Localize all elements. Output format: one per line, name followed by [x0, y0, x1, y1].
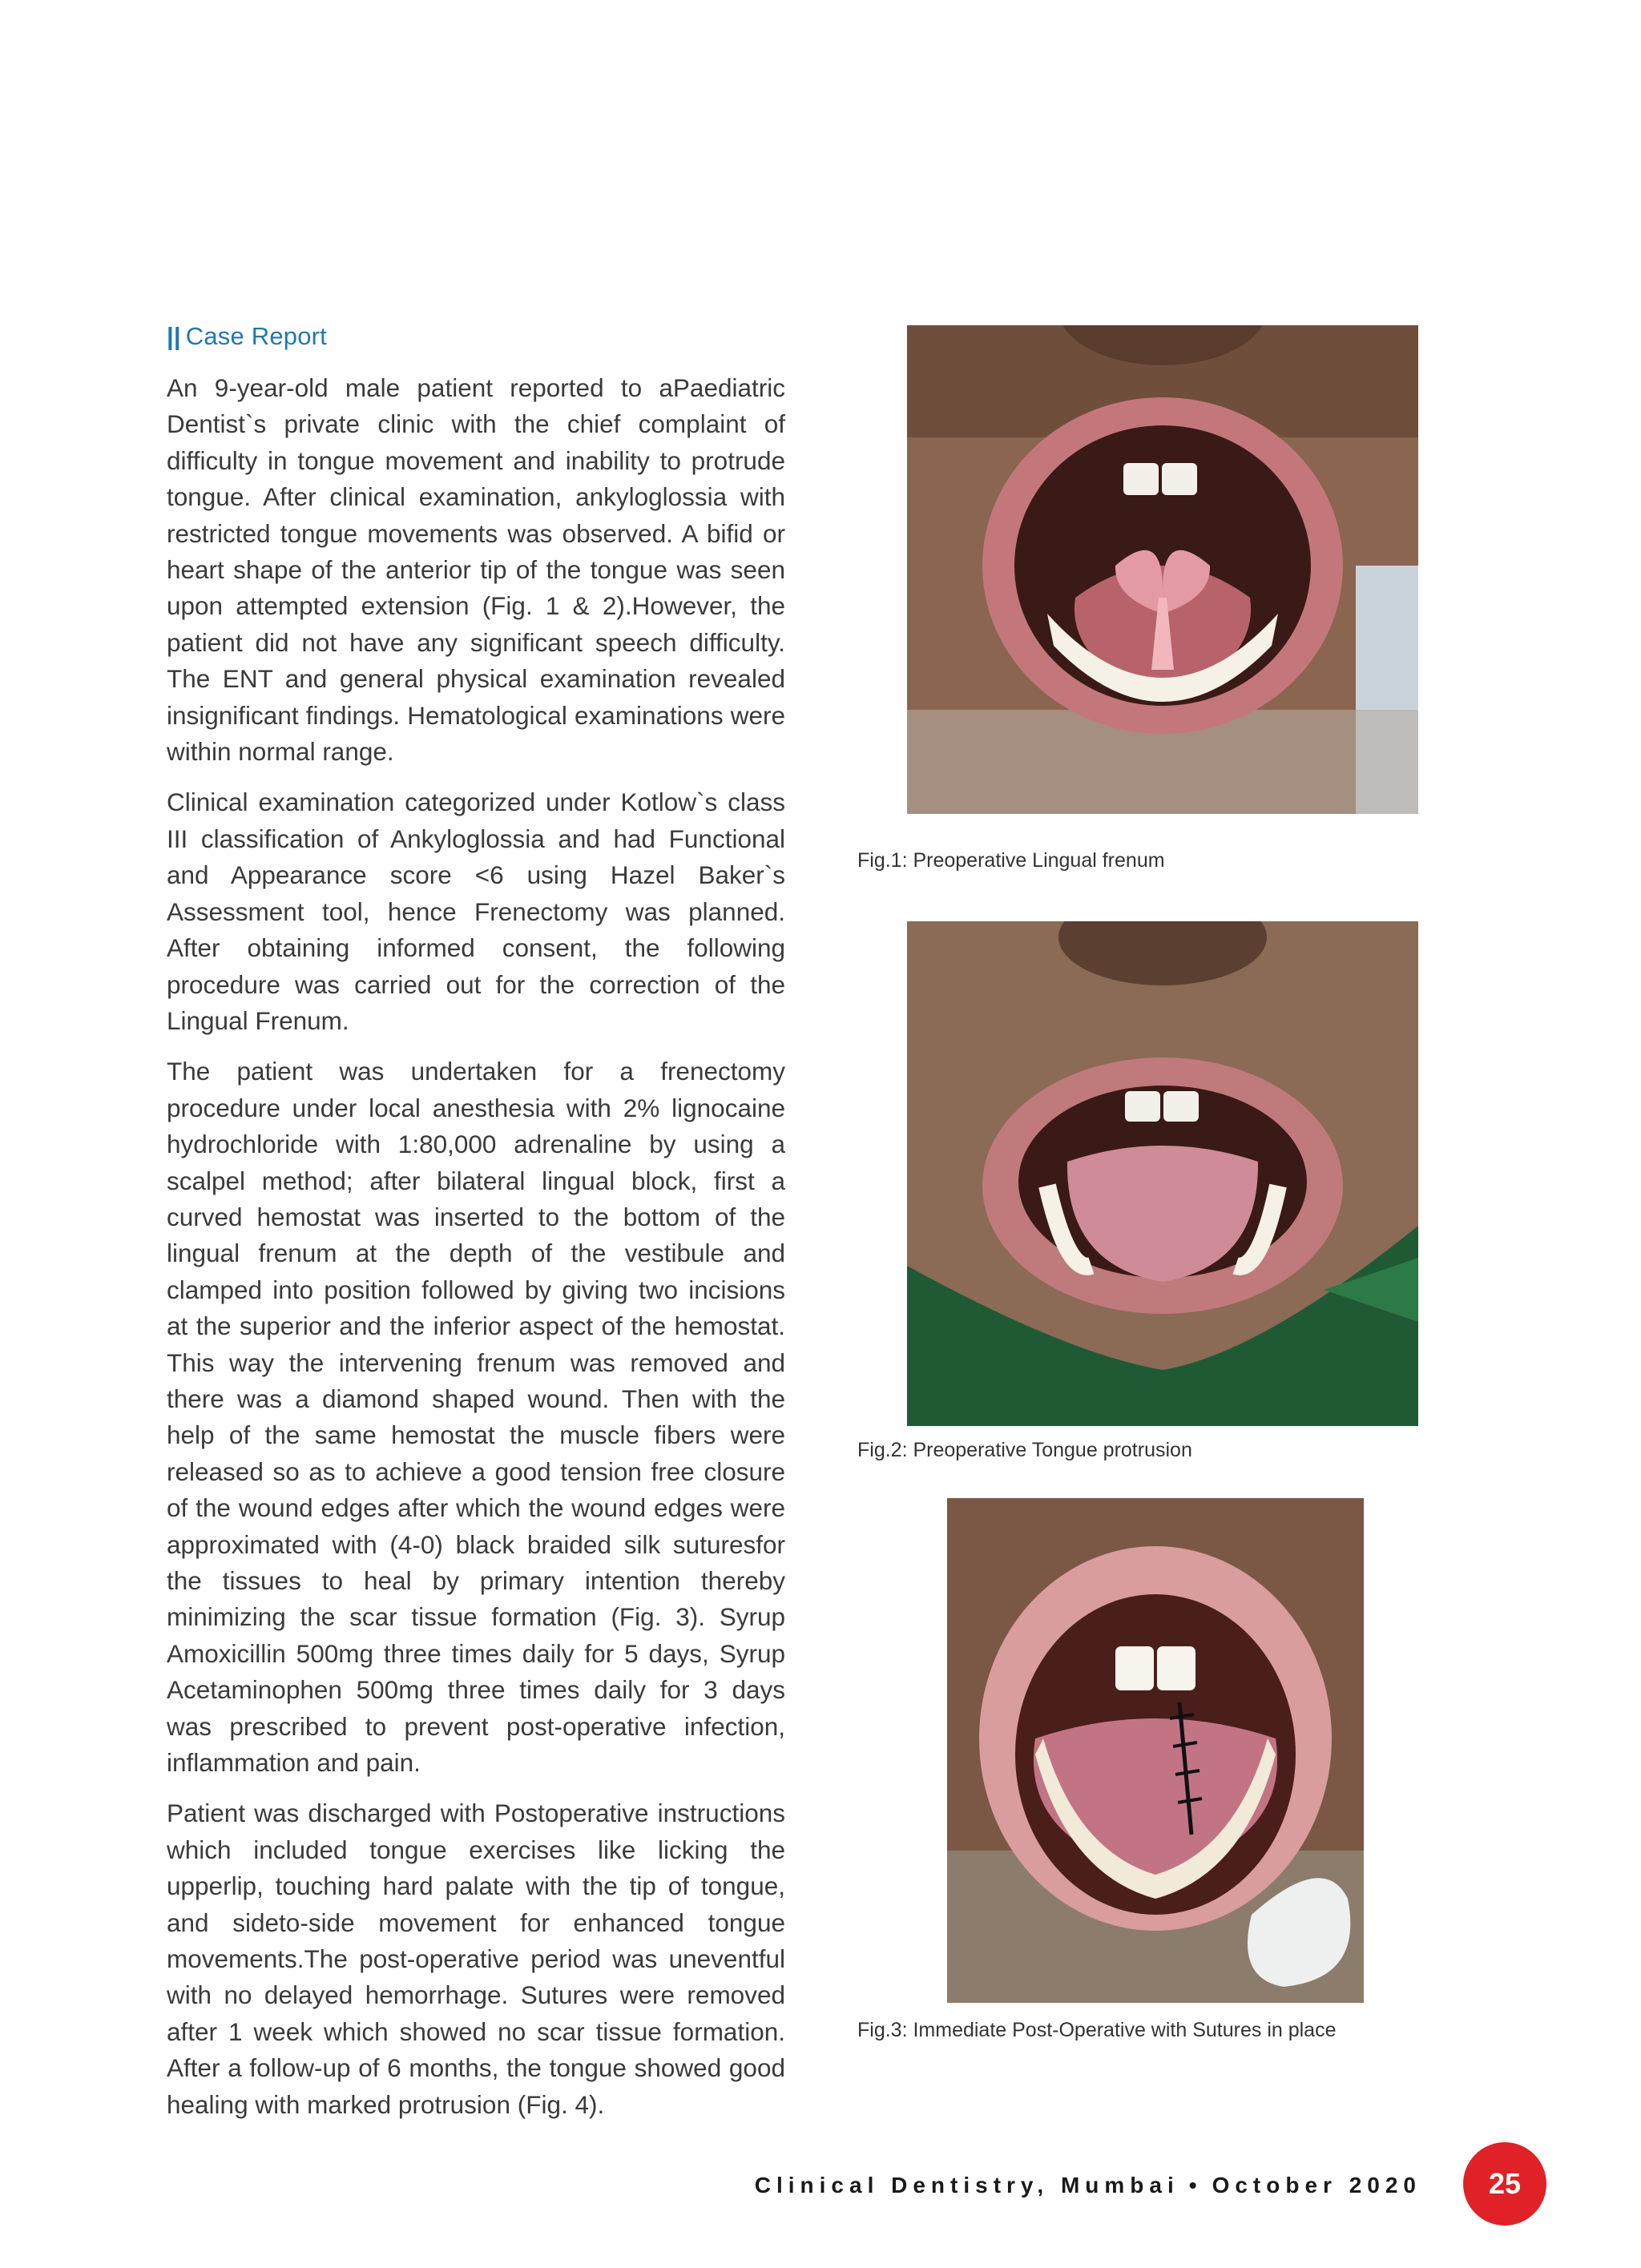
figure-3-caption: Fig.3: Immediate Post-Operative with Sutures in place — [857, 2019, 1337, 2041]
paragraph-4: Patient was discharged with Postoperative instructions which included tongue exercises like licking the upperlip, touching hard palate with the tip of tongue, and sideto-side movement for enhanced tongue movements.The post-operative period was uneventful with no delayed hemorrhage. Sutures were removed after 1 week which showed no scar tissue formation. After a follow-up of 6 months, the tongue showed good healing with marked protrusion (Fig. 4). — [167, 1799, 785, 2119]
journal-footer — [755, 2173, 1421, 2198]
figure-1-photo — [907, 325, 1418, 814]
figure-2-illustration — [907, 921, 1418, 1426]
section-title: Case Report — [185, 322, 327, 350]
figure-1-caption: Fig.1: Preoperative Lingual frenum — [857, 849, 1165, 872]
page-number-badge — [1463, 2142, 1546, 2226]
figure-3-photo — [947, 1498, 1364, 2003]
footer-separator: • — [1188, 2173, 1203, 2198]
issue-date: October 2020 — [1212, 2173, 1421, 2198]
body-text-column — [167, 370, 785, 2137]
page-number: 25 — [1488, 2167, 1522, 2200]
section-label — [167, 322, 327, 351]
figure-2-caption: Fig.2: Preoperative Tongue protrusion — [857, 1439, 1192, 1461]
figure-1-illustration — [907, 325, 1418, 814]
figure-2-photo — [907, 921, 1418, 1426]
paragraph-3: The patient was undertaken for a frenectomy procedure under local anesthesia with 2% lignocaine hydrochloride with 1:80,000 adrenaline by using a scalpel method; after bilateral lingual block, first a curved hemostat was inserted to the bottom of the lingual frenum at the depth of the vestibule and clamped into position followed by giving two incisions at the superior and the inferior aspect of the hemostat. This way the intervening frenum was removed and there was a diamond shaped wound. Then with the help of the same hemostat the muscle fibers were released so as to achieve a good tension free closure of the wound edges after which the wound edges were approximated with (4-0) black braided silk suturesfor the tissues to heal by primary intention thereby minimizing the scar tissue formation (Fig. 3). Syrup Amoxicillin 500mg three times daily for 5 days, Syrup Acetaminophen 500mg three times daily for 3 days was prescribed to prevent post-operative infection, inflammation and pain. — [167, 1057, 785, 1778]
journal-name: Clinical Dentistry, Mumbai — [754, 2173, 1179, 2198]
figure-3-illustration — [947, 1498, 1364, 2003]
paragraph-2: Clinical examination categorized under Kotlow`s class III classification of Ankyloglossia and had Functional and Appearance score <6 using Hazel Baker`s Assessment tool, hence Frenectomy was planned. After obtaining informed consent, the following procedure was carried out for the correction of the Lingual Frenum. — [167, 788, 785, 1035]
section-bar: || — [167, 322, 181, 350]
paragraph-1: An 9-year-old male patient reported to aPaediatric Dentist`s private clinic with the chief complaint of difficulty in tongue movement and inability to protrude tongue. After clinical examination, ankyloglossia with restricted tongue movements was observed. A bifid or heart shape of the anterior tip of the tongue was seen upon attempted extension (Fig. 1 & 2).However, the patient did not have any significant speech difficulty. The ENT and general physical examination revealed insignificant findings. Hematological examinations were within normal range. — [167, 373, 785, 767]
